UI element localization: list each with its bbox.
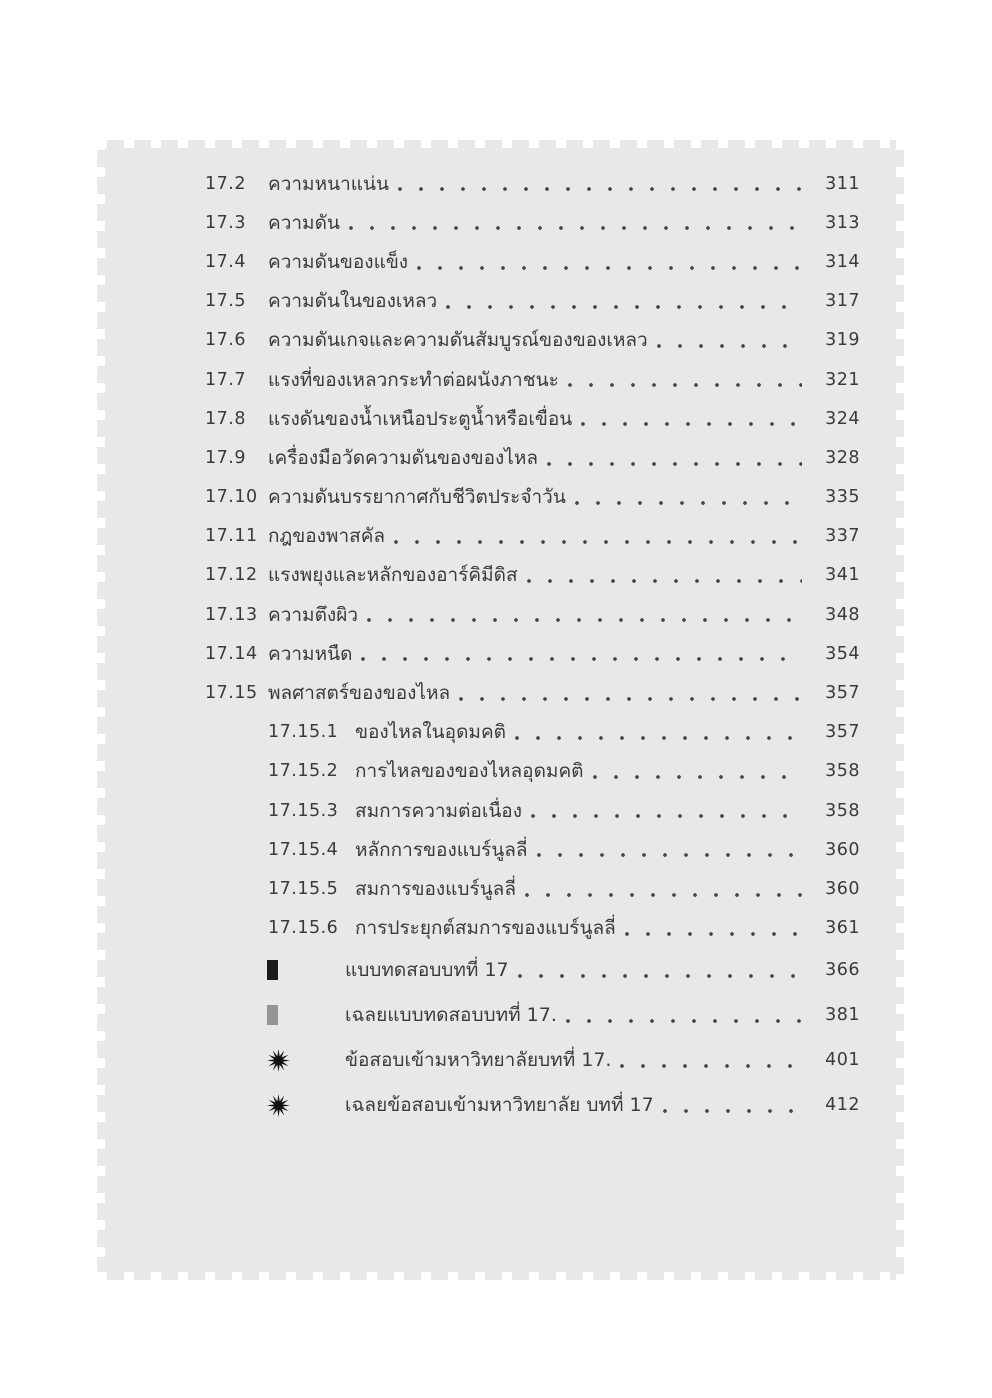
toc-entry-title: ความดัน [268, 211, 340, 234]
toc-entry-number: 17.15 [205, 683, 258, 704]
toc-entry [97, 517, 904, 556]
perforation-edge-top [97, 140, 904, 148]
dot-leader [537, 853, 802, 857]
dot-leader [394, 540, 802, 544]
toc-entry-page: 314 [825, 251, 860, 272]
toc-entry-title: สมการของแบร์นูลลี่ [355, 877, 516, 900]
toc-entry [97, 282, 904, 321]
toc-entry-number: 17.13 [205, 604, 258, 625]
toc-entry [97, 164, 904, 203]
starburst-icon [267, 1049, 290, 1072]
toc-entry-page: 348 [825, 604, 860, 625]
dot-leader [527, 579, 802, 583]
toc-entry-page: 401 [825, 1050, 860, 1071]
dot-leader [568, 383, 802, 387]
toc-entry-number: 17.10 [205, 487, 258, 508]
toc-subentry [97, 830, 904, 869]
dot-leader [663, 1109, 802, 1113]
starburst-icon [267, 1094, 290, 1117]
toc-entry-title: แบบทดสอบบทที่ 17 [345, 959, 509, 982]
toc-entry-number: 17.8 [205, 408, 246, 429]
toc-entry [97, 399, 904, 438]
dot-leader [367, 618, 802, 622]
dot-leader [446, 305, 802, 309]
dot-leader [417, 266, 802, 270]
gray-square-icon [267, 1005, 278, 1025]
table-of-contents [97, 164, 904, 1128]
dot-leader [361, 657, 802, 661]
toc-entry-title: กฎของพาสคัล [268, 525, 386, 548]
toc-entry-page: 328 [825, 447, 860, 468]
dot-leader [566, 1019, 802, 1023]
toc-special-entry [97, 993, 904, 1038]
toc-entry-page: 313 [825, 212, 860, 233]
toc-entry [97, 673, 904, 712]
dot-leader [398, 187, 802, 191]
toc-subentry [97, 909, 904, 948]
toc-subentry [97, 752, 904, 791]
toc-entry-page: 381 [825, 1005, 860, 1026]
dot-leader [575, 501, 802, 505]
toc-entry-title: ข้อสอบเข้ามหาวิทยาลัยบทที่ 17. [345, 1049, 612, 1072]
toc-entry [97, 438, 904, 477]
toc-entry-number: 17.5 [205, 291, 246, 312]
toc-entry-number: 17.15.2 [268, 761, 339, 782]
toc-entry-title: ความดันบรรยากาศกับชีวิตประจำวัน [268, 486, 566, 509]
toc-entry-number: 17.3 [205, 212, 246, 233]
toc-special-entry [97, 1038, 904, 1083]
dot-leader [515, 736, 802, 740]
toc-entry [97, 203, 904, 242]
toc-entry-number: 17.12 [205, 565, 258, 586]
toc-entry-page: 358 [825, 800, 860, 821]
toc-entry-page: 337 [825, 526, 860, 547]
toc-entry-title: เฉลยแบบทดสอบบทที่ 17. [345, 1004, 557, 1027]
toc-entry [97, 360, 904, 399]
toc-entry-page: 324 [825, 408, 860, 429]
toc-entry-title: ความหนาแน่น [268, 172, 389, 195]
dot-leader [547, 462, 802, 466]
toc-entry-number: 17.15.6 [268, 918, 339, 939]
toc-entry-number: 17.15.1 [268, 722, 339, 743]
toc-entry-page: 317 [825, 291, 860, 312]
toc-special-entry [97, 1083, 904, 1128]
toc-entry-page: 357 [825, 722, 860, 743]
toc-entry [97, 595, 904, 634]
toc-entry-page: 341 [825, 565, 860, 586]
toc-entry-number: 17.14 [205, 643, 258, 664]
toc-entry-title: แรงที่ของเหลวกระทำต่อผนังภาชนะ [268, 368, 559, 391]
dot-leader [625, 932, 802, 936]
dot-leader [657, 344, 802, 348]
toc-entry [97, 634, 904, 673]
toc-entry-number: 17.2 [205, 173, 246, 194]
toc-entry-number: 17.4 [205, 251, 246, 272]
toc-sheet [97, 140, 904, 1280]
toc-entry-title: การไหลของของไหลอุดมคติ [355, 760, 584, 783]
toc-entry-page: 319 [825, 330, 860, 351]
toc-entry-title: แรงดันของน้ำเหนือประตูน้ำหรือเขื่อน [268, 407, 573, 430]
toc-entry-page: 412 [825, 1095, 860, 1116]
toc-entry-page: 354 [825, 643, 860, 664]
toc-entry-title: การประยุกต์สมการของแบร์นูลลี่ [355, 917, 616, 940]
toc-entry-number: 17.7 [205, 369, 246, 390]
toc-entry [97, 478, 904, 517]
toc-entry-page: 321 [825, 369, 860, 390]
toc-entry-number: 17.11 [205, 526, 258, 547]
dot-leader [593, 775, 802, 779]
black-square-icon [267, 960, 278, 980]
dot-leader [459, 697, 802, 701]
toc-entry-title: เฉลยข้อสอบเข้ามหาวิทยาลัย บทที่ 17 [345, 1094, 654, 1117]
toc-subentry [97, 791, 904, 830]
toc-entry-page: 311 [825, 173, 860, 194]
toc-subentry [97, 869, 904, 908]
toc-entry-title: ความตึงผิว [268, 603, 358, 626]
dot-leader [518, 974, 802, 978]
toc-entry [97, 556, 904, 595]
toc-subentry [97, 713, 904, 752]
toc-entry-title: ความดันในของเหลว [268, 290, 438, 313]
dot-leader [525, 893, 802, 897]
toc-entry-title: แรงพยุงและหลักของอาร์คิมีดิส [268, 564, 518, 587]
toc-entry-page: 360 [825, 878, 860, 899]
toc-entry-page: 357 [825, 683, 860, 704]
toc-entry-number: 17.15.4 [268, 839, 339, 860]
toc-entry-page: 358 [825, 761, 860, 782]
toc-entry-title: ความหนืด [268, 642, 353, 665]
dot-leader [349, 226, 802, 230]
toc-entry-number: 17.6 [205, 330, 246, 351]
toc-entry-page: 360 [825, 839, 860, 860]
dot-leader [531, 814, 802, 818]
toc-entry-title: เครื่องมือวัดความดันของของไหล [268, 446, 539, 469]
dot-leader [620, 1064, 802, 1068]
toc-entry [97, 242, 904, 281]
dot-leader [581, 422, 802, 426]
toc-entry-page: 361 [825, 918, 860, 939]
toc-entry [97, 321, 904, 360]
perforation-edge-bottom [97, 1272, 904, 1280]
toc-entry-title: พลศาสตร์ของของไหล [268, 682, 451, 705]
toc-entry-number: 17.15.5 [268, 878, 339, 899]
toc-special-entry [97, 948, 904, 993]
toc-entry-title: ความดันของแข็ง [268, 250, 409, 273]
toc-entry-page: 366 [825, 960, 860, 981]
toc-entry-number: 17.9 [205, 447, 246, 468]
toc-entry-title: ความดันเกจและความดันสัมบูรณ์ของของเหลว [268, 329, 648, 352]
toc-entry-title: ของไหลในอุดมคติ [355, 721, 506, 744]
toc-entry-number: 17.15.3 [268, 800, 339, 821]
toc-entry-title: หลักการของแบร์นูลลี่ [355, 838, 528, 861]
toc-entry-title: สมการความต่อเนื่อง [355, 799, 522, 822]
toc-entry-page: 335 [825, 487, 860, 508]
